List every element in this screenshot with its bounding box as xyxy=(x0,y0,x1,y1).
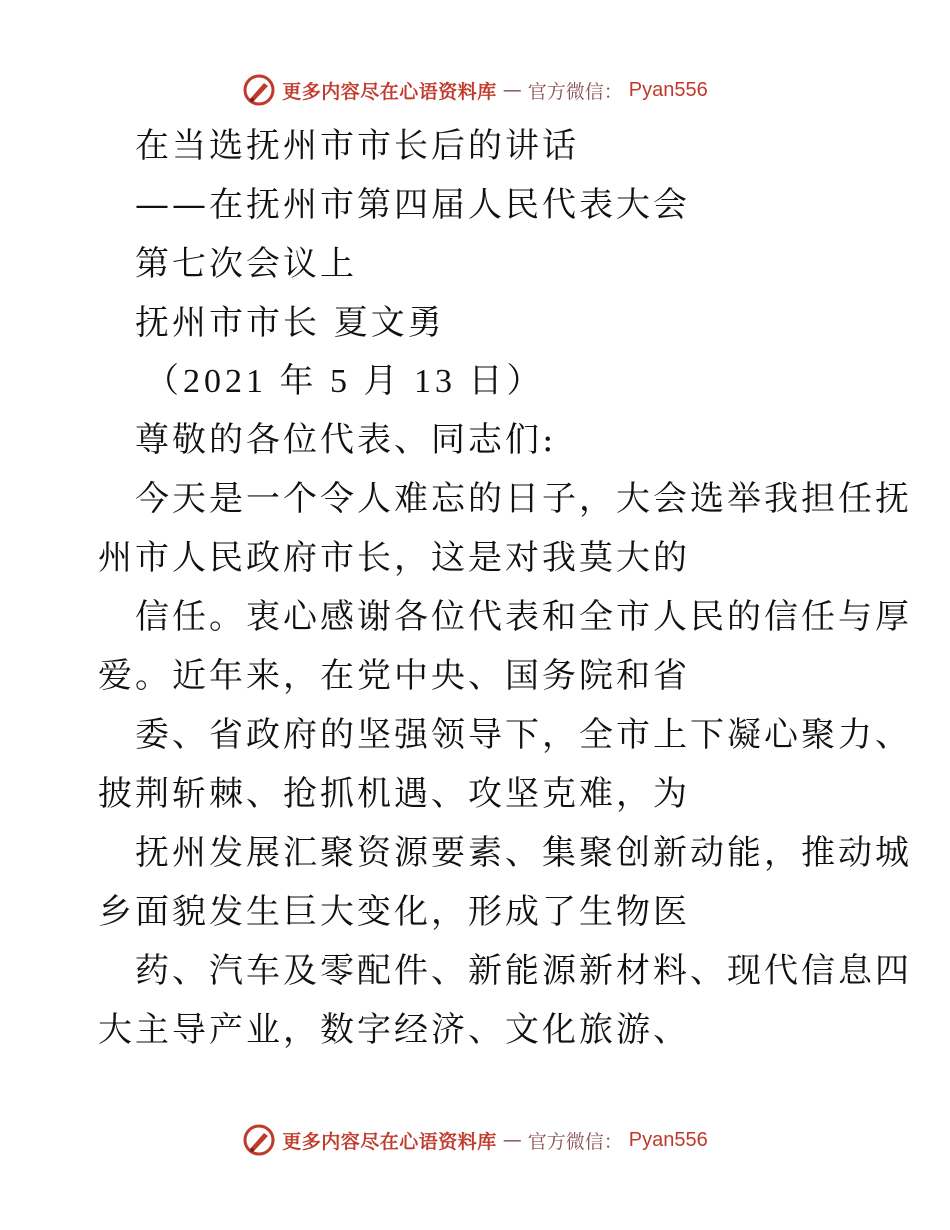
document-salutation: 尊敬的各位代表、同志们: xyxy=(135,420,557,460)
body-line: 州市人民政府市长，这是对我莫大的 xyxy=(98,538,690,578)
document-subtitle-1: ——在抚州市第四届人民代表大会 xyxy=(135,185,690,225)
watermark-wechat-id: Pyan556 xyxy=(628,78,708,101)
footer-watermark xyxy=(0,1120,950,1160)
document-subtitle-2: 第七次会议上 xyxy=(135,244,357,284)
watermark-separator: — xyxy=(502,1129,522,1151)
pen-logo-icon xyxy=(242,1123,276,1157)
body-line: 大主导产业，数字经济、文化旅游、 xyxy=(98,1010,690,1050)
document-author: 抚州市市长 夏文勇 xyxy=(135,303,445,343)
body-line: 爱。近年来，在党中央、国务院和省 xyxy=(98,656,690,696)
body-line: 乡面貌发生巨大变化，形成了生物医 xyxy=(98,892,690,932)
body-line: 委、省政府的坚强领导下，全市上下凝心聚力、 xyxy=(135,715,912,755)
header-watermark xyxy=(0,70,950,110)
body-line: 今天是一个令人难忘的日子，大会选举我担任抚 xyxy=(135,479,912,519)
body-line: 信任。衷心感谢各位代表和全市人民的信任与厚 xyxy=(135,597,912,637)
document-date: （2021 年 5 月 13 日） xyxy=(145,363,545,400)
body-line: 披荆斩棘、抢抓机遇、攻坚克难，为 xyxy=(98,774,690,814)
watermark-main-text: 更多内容尽在心语资料库 xyxy=(282,1130,497,1153)
body-line: 药、汽车及零配件、新能源新材料、现代信息四 xyxy=(135,951,912,991)
watermark-main-text: 更多内容尽在心语资料库 xyxy=(282,80,497,103)
watermark-wechat-label: 官方微信： xyxy=(527,1130,623,1153)
document-title: 在当选抚州市市长后的讲话 xyxy=(135,126,579,166)
body-line: 抚州发展汇聚资源要素、集聚创新动能，推动城 xyxy=(135,833,912,873)
pen-logo-icon xyxy=(242,73,276,107)
watermark-wechat-label: 官方微信： xyxy=(527,80,623,103)
watermark-wechat-id: Pyan556 xyxy=(628,1128,708,1151)
watermark-separator: — xyxy=(502,79,522,101)
